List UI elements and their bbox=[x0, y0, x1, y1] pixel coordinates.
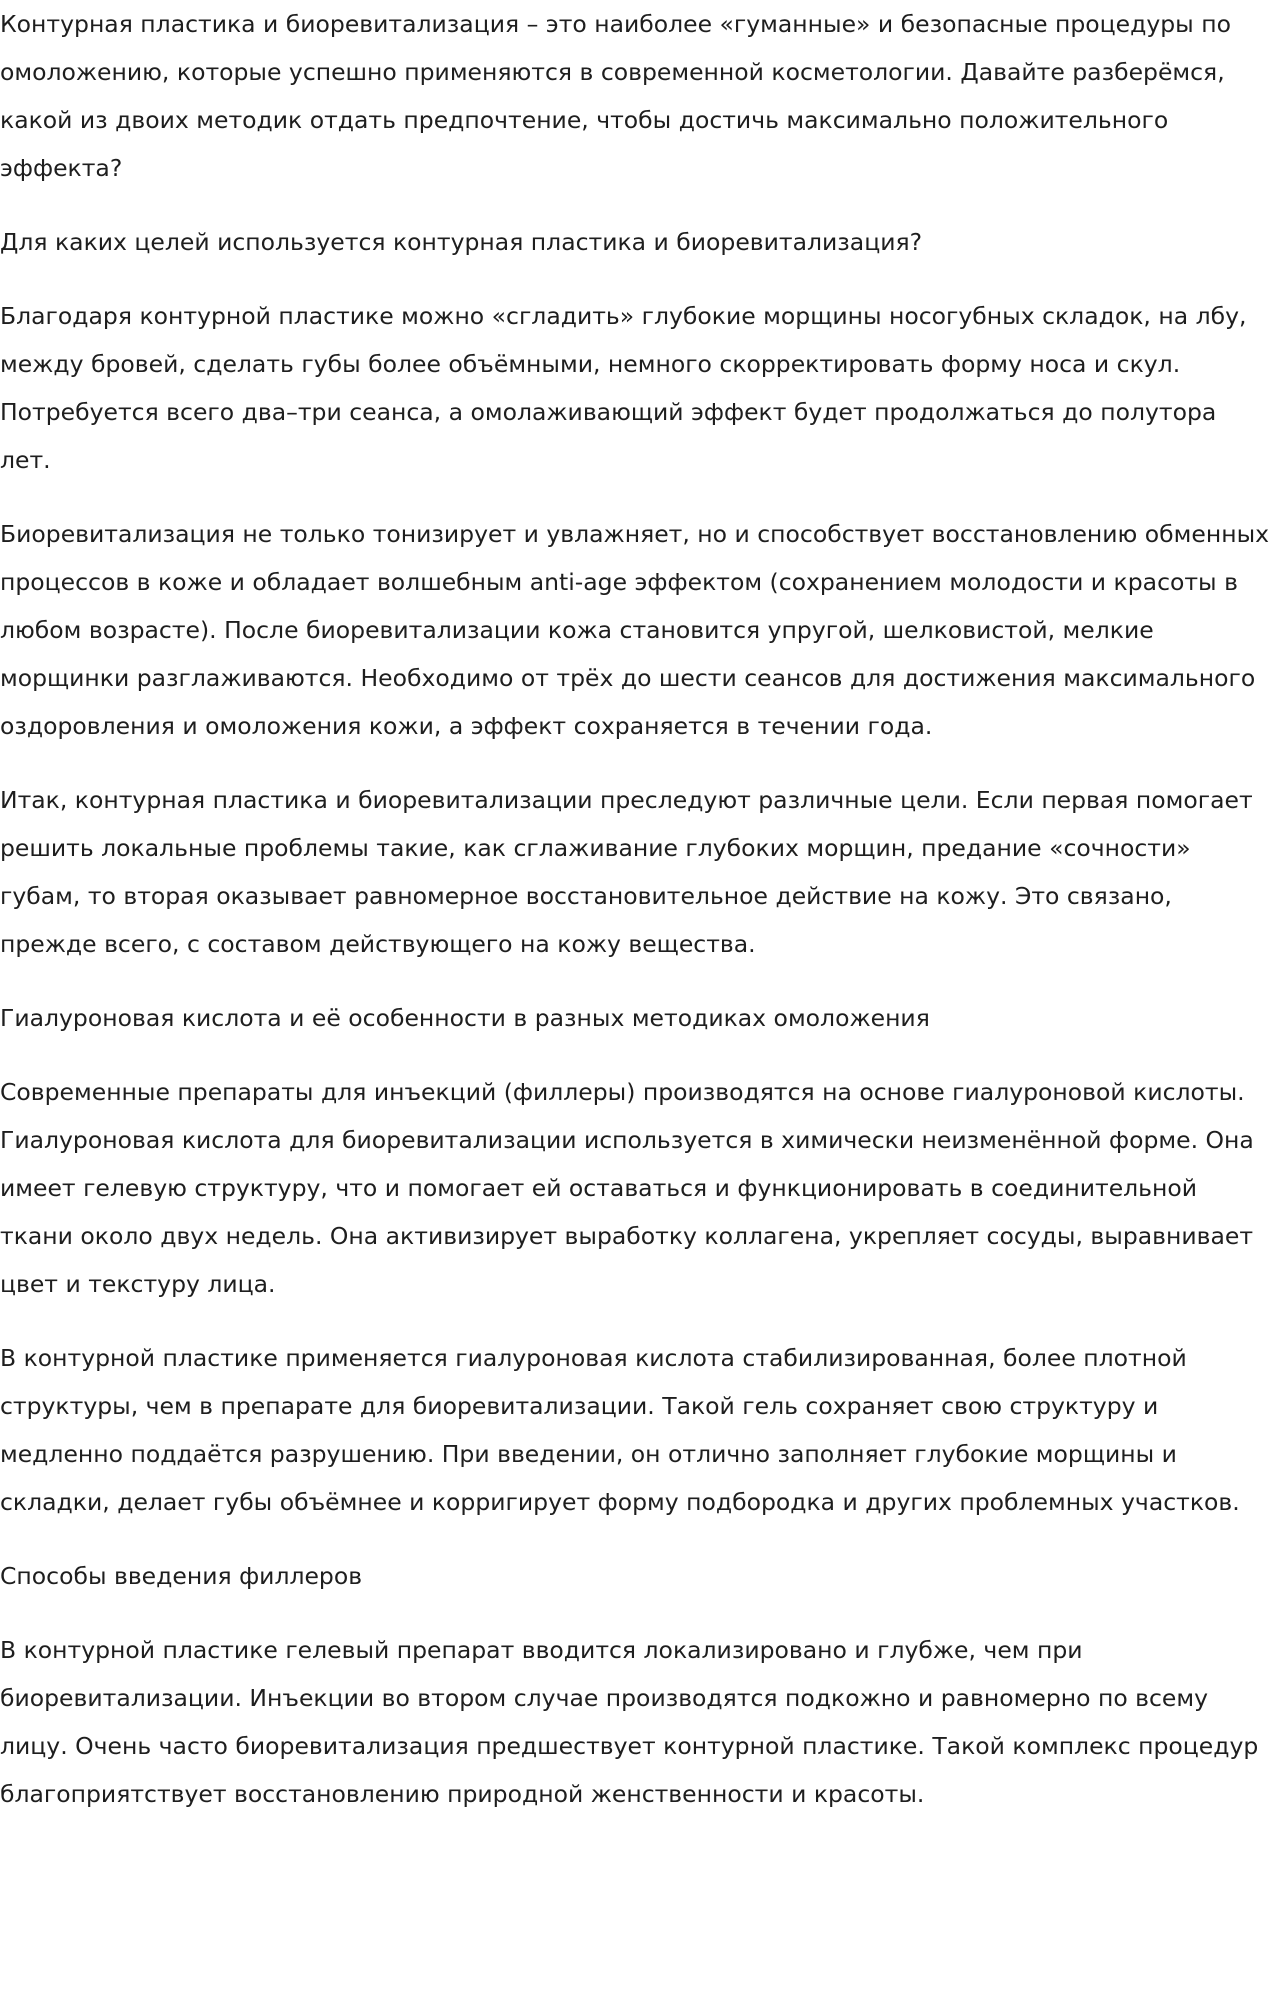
paragraph-biorevitalization: Биоревитализация не только тонизирует и увлажняет, но и способствует восстановлению обменных процессов в коже и обладает волшебным anti-age эффектом (сохранением молодости и красоты в любом возрасте). После биоревитализации кожа становится упругой, шелковистой, мелкие морщинки разглаживаются. Необходимо от трёх до шести сеансов для достижения максимального оздоровления и омоложения кожи, а эффект сохраняется в течении года. bbox=[0, 520, 1270, 740]
paragraph-summary-goals: Итак, контурная пластика и биоревитализации преследуют различные цели. Если первая помогает решить локальные проблемы такие, как сглаживание глубоких морщин, предание «сочности» губам, то вторая оказывает равномерное восстановительное действие на кожу. Это связано, прежде всего, с составом действующего на кожу вещества. bbox=[0, 786, 1253, 958]
section-heading-hyaluronic-acid: Гиалуроновая кислота и её особенности в разных методиках омоложения bbox=[0, 1004, 930, 1032]
section-heading-injection-methods: Способы введения филлеров bbox=[0, 1562, 363, 1590]
paragraph-stabilized-acid: В контурной пластике применяется гиалуроновая кислота стабилизированная, более плотной структуры, чем в препарате для биоревитализации. Такой гель сохраняет свою структуру и медленно поддаётся разрушению. При введении, он отлично заполняет глубокие морщины и складки, делает губы объёмнее и корригирует форму подбородка и других проблемных участков. bbox=[0, 1344, 1240, 1516]
paragraph-contour-plastic: Благодаря контурной пластике можно «сгладить» глубокие морщины носогубных складок, на лбу, между бровей, сделать губы более объёмными, немного скорректировать форму носа и скул. Потребуется всего два–три сеанса, а омолаживающий эффект будет продолжаться до полутора лет. bbox=[0, 302, 1247, 474]
paragraph-injection-methods: В контурной пластике гелевый препарат вводится локализировано и глубже, чем при биоревитализации. Инъекции во втором случае производятся подкожно и равномерно по всему лицу. Очень часто биоревитализация предшествует контурной пластике. Такой комплекс процедур благоприятствует восстановлению природной женственности и красоты. bbox=[0, 1636, 1259, 1808]
paragraph-fillers: Современные препараты для инъекций (филлеры) производятся на основе гиалуроновой кислоты. Гиалуроновая кислота для биоревитализации используется в химически неизменённой форме. Она имеет гелевую структуру, что и помогает ей оставаться и функционировать в соединительной ткани около двух недель. Она активизирует выработку коллагена, укрепляет сосуды, выравнивает цвет и текстуру лица. bbox=[0, 1078, 1254, 1298]
intro-paragraph: Контурная пластика и биоревитализация – это наиболее «гуманные» и безопасные процедуры по омоложению, которые успешно применяются в современной косметологии. Давайте разберёмся, какой из двоих методик отдать предпочтение, чтобы достичь максимально положительного эффекта? bbox=[0, 10, 1231, 182]
section-heading-purposes: Для каких целей используется контурная пластика и биоревитализация? bbox=[0, 228, 923, 256]
